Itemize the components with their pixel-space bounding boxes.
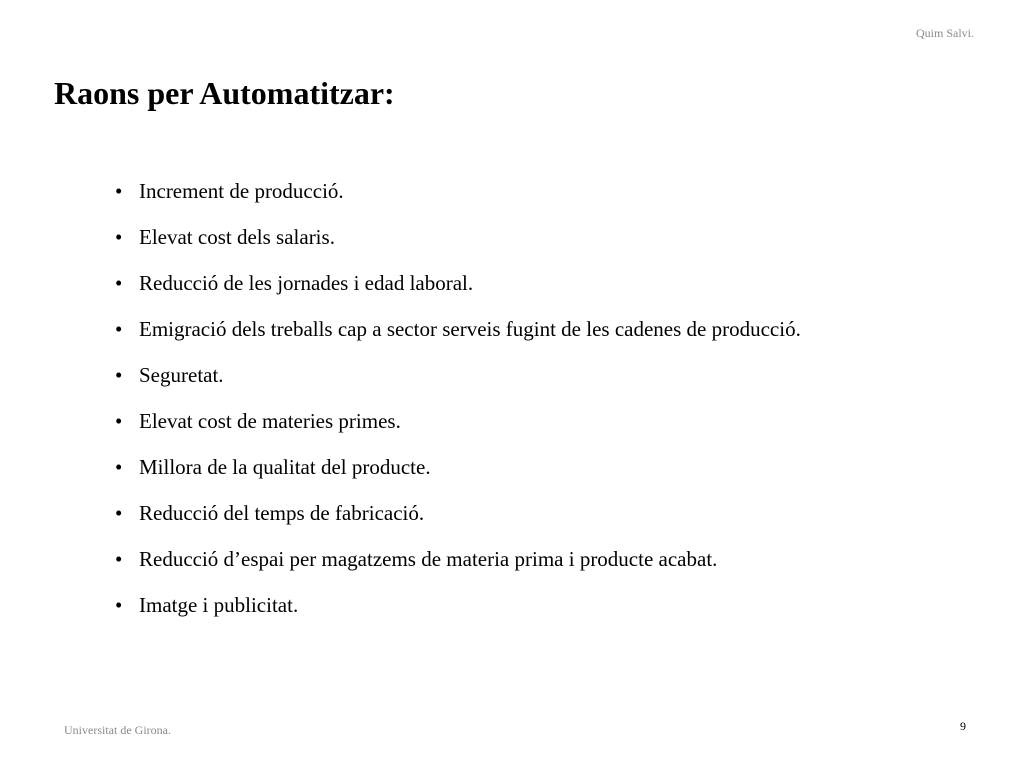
list-item (115, 314, 801, 360)
list-item (115, 590, 801, 636)
list-item (115, 406, 801, 452)
bullet-icon: • (115, 363, 123, 387)
list-item-text: Increment de producció. (139, 179, 344, 203)
list-item (115, 176, 801, 222)
bullet-icon: • (115, 225, 123, 249)
footer-university: Universitat de Girona. (64, 723, 171, 737)
bullet-icon: • (115, 455, 123, 479)
list-item-text: Reducció d’espai per magatzems de materia prima i producte acabat. (139, 547, 718, 571)
list-item-text: Millora de la qualitat del producte. (139, 455, 431, 479)
bullet-icon: • (115, 501, 123, 525)
bullet-icon: • (115, 593, 123, 617)
list-item-text: Elevat cost dels salaris. (139, 225, 335, 249)
list-item-text: Reducció del temps de fabricació. (139, 501, 425, 525)
bullet-icon: • (115, 547, 123, 571)
page-number: 9 (960, 719, 966, 733)
list-item (115, 452, 801, 498)
bullet-icon: • (115, 409, 123, 433)
list-item-text: Reducció de les jornades i edad laboral. (139, 271, 474, 295)
bullet-list (115, 176, 801, 636)
author-name: Quim Salvi. (915, 26, 974, 40)
list-item (115, 544, 801, 590)
list-item-text: Emigració dels treballs cap a sector serveis fugint de les cadenes de producció. (139, 317, 801, 341)
slide-title: Raons per Automatitzar: (54, 75, 395, 111)
list-item (115, 498, 801, 544)
list-item-text: Elevat cost de materies primes. (139, 409, 401, 433)
bullet-icon: • (115, 179, 123, 203)
list-item-text: Imatge i publicitat. (139, 593, 299, 617)
list-item (115, 360, 801, 406)
bullet-icon: • (115, 271, 123, 295)
list-item (115, 222, 801, 268)
list-item (115, 268, 801, 314)
list-item-text: Seguretat. (139, 363, 224, 387)
bullet-icon: • (115, 317, 123, 341)
